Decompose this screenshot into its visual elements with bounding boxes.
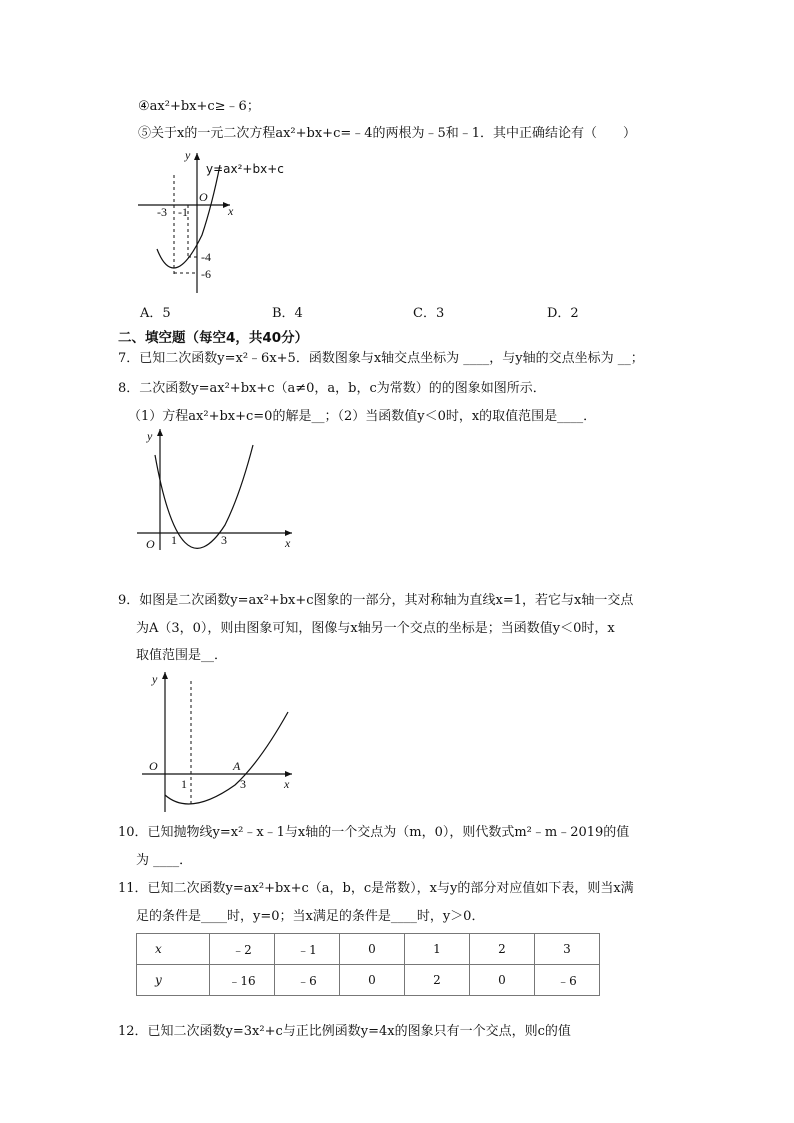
table-cell: 2	[405, 965, 470, 996]
q10-line-2: 为 ____．	[136, 853, 193, 868]
table-cell: x	[137, 934, 210, 965]
table-row	[137, 934, 600, 965]
table-cell: 0	[340, 965, 405, 996]
tick-label: -6	[201, 267, 211, 281]
table-row	[137, 965, 600, 996]
q10-line-1: 10．已知抛物线y=x²﹣x﹣1与x轴的一个交点为（m，0），则代数式m²﹣m﹣2019的值	[118, 825, 630, 840]
y-label: y	[185, 148, 191, 162]
table-cell: y	[137, 965, 210, 996]
q11-line-1: 11．已知二次函数y=ax²+bx+c（a，b，c是常数），x与y的部分对应值如下表，则当x满	[118, 881, 634, 896]
q9-line-1: 9．如图是二次函数y=ax²+bx+c图象的一部分，其对称轴为直线x=1，若它与x轴一交点	[118, 593, 634, 608]
origin-label: O	[146, 537, 155, 551]
q6-item-5: ⑤关于x的一元二次方程ax²+bx+c=﹣4的两根为﹣5和﹣1．其中正确结论有（ ）	[138, 126, 637, 141]
curve-equation: y=ax²+bx+c	[206, 162, 284, 176]
tick-label: 1	[181, 777, 187, 791]
table-cell: 0	[470, 965, 535, 996]
tick-label: 3	[240, 777, 246, 791]
y-axis-arrow	[162, 672, 168, 679]
graph-q9	[140, 667, 300, 817]
table-cell: 2	[470, 934, 535, 965]
q11-line-2: 足的条件是____时，y=0；当x满足的条件是____时，y＞0．	[136, 909, 485, 924]
y-axis-arrow	[194, 153, 200, 160]
q7-text: 7．已知二次函数y=x²﹣6x+5．函数图象与x轴交点坐标为 ____，与y轴的交点坐标为 __；	[118, 351, 644, 366]
table-cell: ﹣6	[275, 965, 340, 996]
origin-label: O	[149, 759, 158, 773]
option-b[interactable]: B．4	[272, 306, 303, 321]
y-axis-arrow	[157, 429, 163, 436]
x-label: x	[228, 204, 234, 218]
tick-label: -3	[157, 205, 167, 219]
q12-line-1: 12．已知二次函数y=3x²+c与正比例函数y=4x的图象只有一个交点，则c的值	[118, 1024, 571, 1039]
q9-line-2: 为A（3，0），则由图象可知，图像与x轴另一个交点的坐标是；当函数值y＜0时，x	[136, 621, 615, 636]
x-label: x	[285, 536, 291, 550]
graph-q6	[130, 145, 290, 305]
y-label: y	[152, 672, 158, 686]
q8-text: 8．二次函数y=ax²+bx+c（a≠0，a，b，c为常数）的的图象如图所示．	[118, 381, 546, 396]
table-cell: 3	[535, 934, 600, 965]
option-a[interactable]: A．5	[140, 306, 171, 321]
option-c[interactable]: C．3	[413, 306, 445, 321]
tick-label: 3	[221, 533, 227, 547]
option-d[interactable]: D．2	[547, 306, 579, 321]
q6-item-4: ④ax²+bx+c≥﹣6；	[138, 99, 260, 114]
tick-label: -4	[201, 250, 211, 264]
tick-label: -1	[178, 205, 188, 219]
x-label: x	[284, 777, 290, 791]
q9-line-3: 取值范围是__．	[136, 648, 228, 663]
tick-label: 1	[171, 533, 177, 547]
table-cell: ﹣1	[275, 934, 340, 965]
section-heading: 二、填空题（每空4，共40分）	[118, 330, 309, 346]
y-label: y	[147, 429, 153, 443]
table-cell: ﹣6	[535, 965, 600, 996]
origin-label: O	[199, 190, 208, 204]
table-cell: 1	[405, 934, 470, 965]
table-cell: ﹣2	[210, 934, 275, 965]
table-cell: ﹣16	[210, 965, 275, 996]
value-table	[136, 933, 600, 996]
graph-q8	[135, 425, 305, 555]
table-cell: 0	[340, 934, 405, 965]
point-a-label: A	[233, 759, 241, 773]
q8-subquestion: （1）方程ax²+bx+c=0的解是__；（2）当函数值y＜0时，x的取值范围是____．	[128, 409, 597, 424]
